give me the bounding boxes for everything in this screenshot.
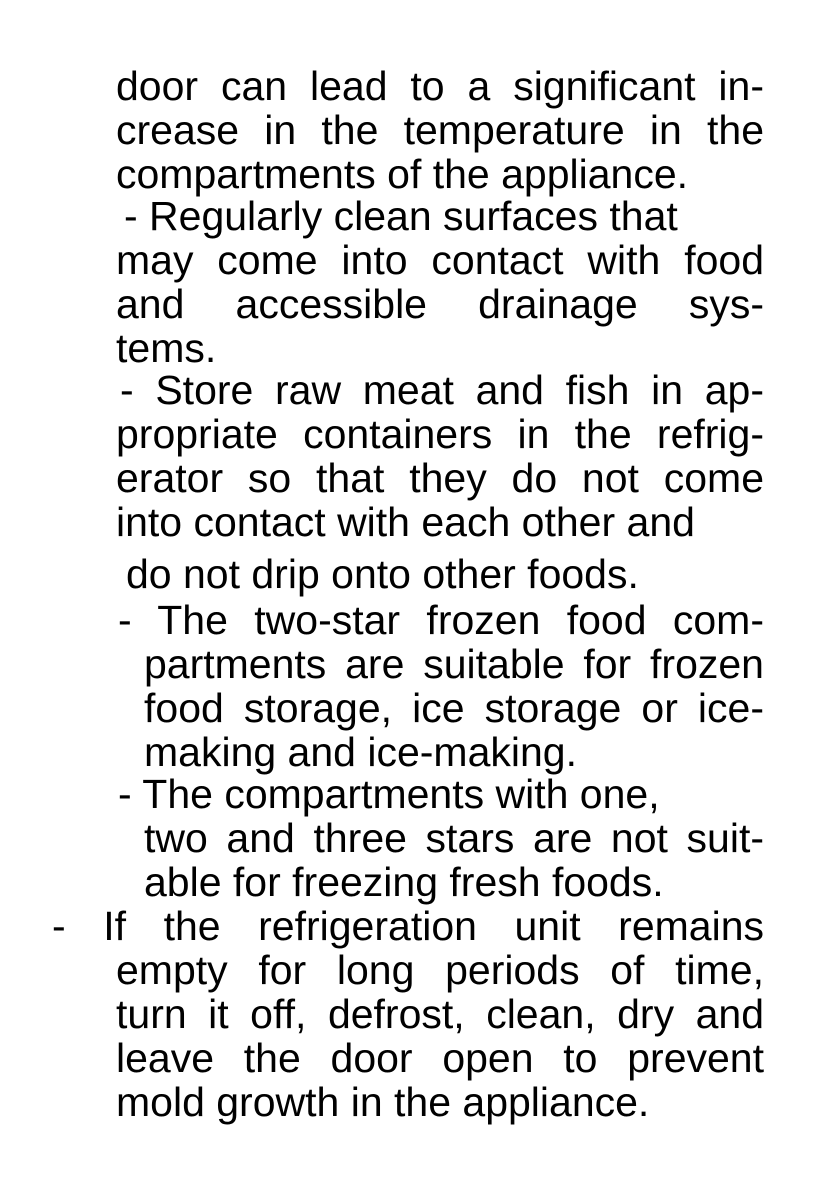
text-line: may come into contact with food (116, 237, 764, 283)
text-line: two and three stars are not suit- (144, 815, 764, 861)
text-line: propriate containers in the refrig- (116, 411, 764, 457)
text-line: partments are suitable for frozen (144, 641, 764, 687)
text-line: leave the door open to prevent (116, 1035, 764, 1081)
text-line: turn it off, defrost, clean, dry and (116, 991, 764, 1037)
text-line: and accessible drainage sys- (116, 281, 764, 327)
text-line: erator so that they do not come (116, 455, 764, 501)
text-line: do not drip onto other foods. (126, 551, 639, 597)
text-line: - The compartments with one, (118, 771, 660, 817)
text-line: crease in the temperature in the (116, 107, 764, 153)
text-line: able for freezing fresh foods. (144, 859, 664, 905)
text-line: - If the refrigeration unit remains (52, 903, 764, 949)
text-line: - The two-star frozen food com- (118, 597, 764, 643)
text-line: food storage, ice storage or ice- (144, 685, 764, 731)
text-line: making and ice-making. (144, 729, 577, 775)
text-line: mold growth in the appliance. (116, 1079, 650, 1125)
text-line: door can lead to a significant in- (116, 63, 764, 109)
text-line: tems. (116, 325, 217, 371)
text-line: compartments of the appliance. (116, 151, 689, 197)
text-line: into contact with each other and (116, 499, 695, 545)
text-line: - Store raw meat and fish in ap- (120, 367, 764, 413)
text-line: - Regularly clean surfaces that (124, 193, 678, 239)
text-line: empty for long periods of time, (116, 947, 764, 993)
